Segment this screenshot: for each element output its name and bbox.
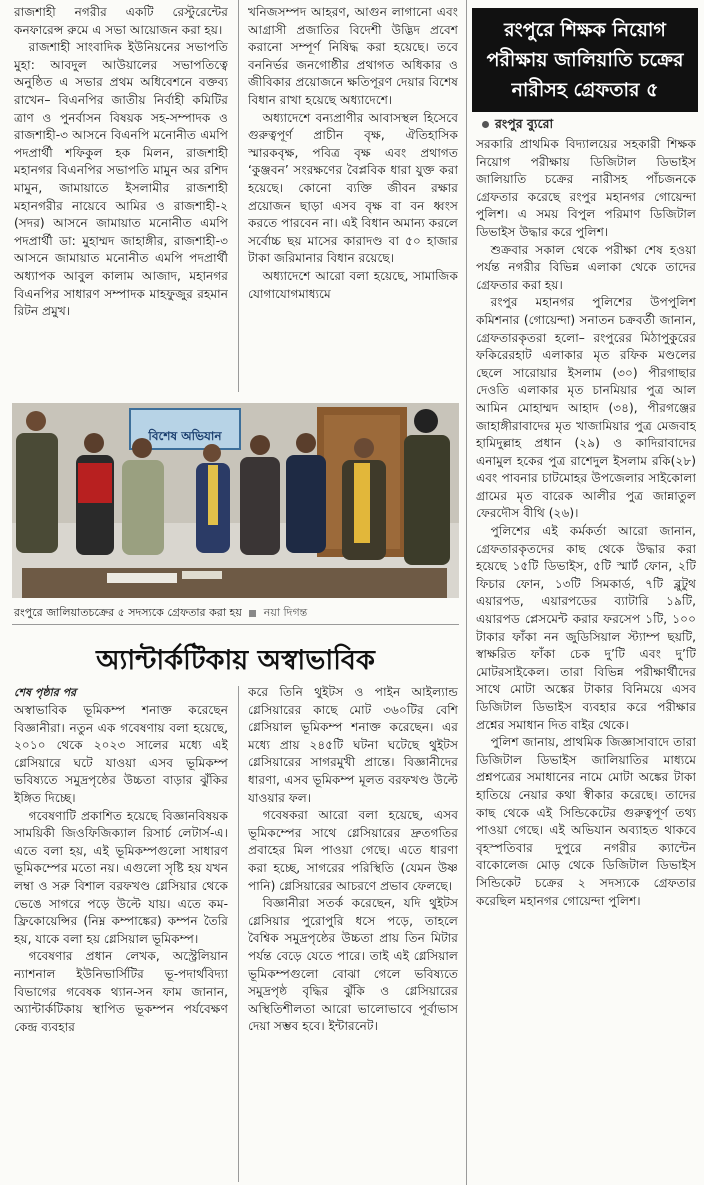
paragraph: গবেষণার প্রধান লেখক, অস্ট্রেলিয়ান ন্যাশনাল ইউনিভার্সিটির ভূ-পদার্থবিদ্যা বিভাগের গবেষক থ্যান-সন ফাম জানান, অ্যান্টার্কটিকায় স্থাপিত ভূকম্পন পর্যবেক্ষণ কেন্দ্র ব্যবহার: [14, 949, 228, 1034]
paragraph: রাজশাহী নগরীর একটি রেস্টুরেন্টের কনফারেন্স রুমে এ সভা আয়োজন করা হয়।: [14, 5, 228, 37]
bullet-icon: [482, 121, 489, 128]
paragraph: গবেষণাটি প্রকাশিত হয়েছে বিজ্ঞানবিষয়ক সাময়িকী জিওফিজিক্যাল রিসার্চ লেটার্স-এ। এতে বলা হয়, এই ভূমিকম্পগুলো সাধারণ ভূমিকম্পের মতো নয়। এগুলো সৃষ্টি হয় যখন লম্বা ও সরু বিশাল বরফখণ্ড গ্লেসিয়ার থেকে ভেঙে সাগরে পড়ে উল্টে যায়। এতে কম-ফ্রিকোয়েন্সির (নিম্ন কম্পাঙ্কের) কম্পন তৈরি হয়, যাকে বলা হয় গ্লেসিয়াল ভূমিকম্প।: [14, 808, 228, 946]
story-headline: রংপুরে শিক্ষক নিয়োগ পরীক্ষায় জালিয়াতি চক্রের নারীসহ গ্রেফতার ৫: [472, 8, 698, 112]
group-photo-illustration: [12, 403, 459, 598]
section-headline: অ্যান্টার্কটিকায় অস্বাভাবিক: [96, 645, 375, 676]
middle-column-text: [248, 4, 458, 390]
column-divider: [238, 686, 239, 1182]
paragraph: পুলিশের এই কর্মকর্তা আরো জানান, গ্রেফতারকৃতদের কাছ থেকে উদ্ধার করা হয়েছে ১৫টি ডিভাইস, ৫টি স্মার্ট ফোন, ২টি ফিচার ফোন, ১৩টি সিমকার্ড, ৭টি ব্লুটুথ এয়ারপড, এয়ারপডের ব্যাটারি ১৯টি, এয়ারপড প্লেসমেন্ট করার ফরসেপ ১টি, ১০০ টাকার ফাঁকা নন জুডিসিয়াল স্ট্যাম্প ছয়টি, স্বাক্ষরিত ফাঁকা চেক দু’টি এবং দু’টি মোটরসাইকেল। তারা বিভিন্ন পরীক্ষার্থীদের সাথে মোটা অঙ্কের টাকার বিনিময়ে এসব ডিজিটাল ডিভাইস ব্যবহার করে পরীক্ষার প্রশ্নের সমাধান দিত বাইর থেকে।: [476, 524, 696, 732]
photo-credit: নয়া দিগন্ত: [263, 606, 308, 619]
continued-from-label: শেষ পৃষ্ঠার পর: [14, 686, 77, 699]
photo-caption: [14, 604, 307, 623]
antarctica-col-1: [14, 702, 228, 1182]
paragraph: অধ্যাদেশে আরো বলা হয়েছে, সামাজিক যোগাযোগমাধ্যমে: [248, 268, 458, 301]
paragraph: রাজশাহী সাংবাদিক ইউনিয়নের সভাপতি মুহা: আবদুল আউয়ালের সভাপতিত্বে অনুষ্ঠিত এ সভার প্রথম অধিবেশনে বক্তব্য রাখেন– বিএনপির জাতীয় নির্বাহী কমিটির ত্রাণ ও পুনর্বাসন বিষয়ক সহ-সম্পাদক ও রাজশাহী-৩ আসনে বিএনপি মনোনীত এমপি পদপ্রার্থী শফিকুল হক মিলন, রাজশাহী মহানগর বিএনপির সভাপতি মামুন অর রশিদ মামুন, জামায়াতে ইসলামীর রাজশাহী মহানগরীর নায়েবে আমির ও রাজশাহী-২ (সদর) আসনে জামায়াত মনোনীত এমপি পদপ্রার্থী ডা: মুহাম্মদ জাহাঙ্গীর, রাজশাহী-৩ আসনে জামায়াত মনোনীত এমপি পদপ্রার্থী অধ্যাপক আবুল কালাম আজাদ, মহানগর বিএনপির সাধারণ সম্পাদক মাহফুজুর রহমান রিটন প্রমুখ।: [14, 40, 228, 319]
caption-square-icon: [249, 610, 256, 617]
column-divider: [238, 0, 239, 392]
antarctica-col-2: [248, 684, 458, 1180]
section-divider: [12, 624, 459, 625]
byline-text: রংপুর ব্যুরো: [495, 116, 554, 131]
column-divider: [466, 0, 467, 1185]
paragraph: পুলিশ জানায়, প্রাথমিক জিজ্ঞাসাবাদে তারা ডিজিটাল ডিভাইস জালিয়াতির মাধ্যমে প্রশ্নপত্রের সমাধানের নামে মোটা অঙ্কের টাকা হাতিয়ে নেয়ার কথা স্বীকার করেছে। তাদের কাছ থেকে এই সিন্ডিকেটের গুরুত্বপূর্ণ তথ্য পাওয়া গেছে। এই অভিযান অব্যাহত থাকবে বৃহস্পতিবার দুপুরে নগরীর ক্যান্টেন বাকোলেজ মোড় থেকে ডিজিটাল ডিভাইস সিন্ডিকেট চক্রের ২ সদস্যকে গ্রেফতার করেছিল মহানগর গোয়েন্দা পুলিশ।: [476, 735, 696, 908]
paragraph: বিজ্ঞানীরা সতর্ক করেছেন, যদি থুইটস গ্লেসিয়ার পুরোপুরি ধসে পড়ে, তাহলে বৈশ্বিক সমুদ্রপৃষ্ঠের উচ্চতা প্রায় তিন মিটার পর্যন্ত বেড়ে যেতে পারে। তাই এই গ্লেসিয়াল ভূমিকম্পগুলো বোঝা গেলে ভবিষ্যতে সমুদ্রপৃষ্ঠ বৃদ্ধির ঝুঁকি ও গ্লেসিয়ারের অস্থিতিশীলতা আরো ভালোভাবে পূর্বাভাস দেয়া সম্ভব হবে। ইন্টারনেট।: [248, 896, 458, 1034]
caption-text: রংপুরে জালিয়াতচক্রের ৫ সদস্যকে গ্রেফতার করা হয়: [14, 606, 242, 619]
left-column-text: [14, 4, 228, 390]
paragraph: অধ্যাদেশে বন্যপ্রাণীর আবাসস্থল হিসেবে গুরুত্বপূর্ণ প্রাচীন বৃক্ষ, ঐতিহাসিক স্মারকবৃক্ষ, পবিত্র বৃক্ষ এবং প্রথাগত ‘কুঞ্জবন’ সংরক্ষণের বৈপ্লবিক ধারা যুক্ত করা হয়েছে। কোনো ব্যক্তি জীবন রক্ষার প্রয়োজন ছাড়া এসব বৃক্ষ বা বন ধ্বংস করতে পারবেন না। এই বিধান অমান্য করলে সর্বোচ্চ ছয় মাসের কারাদণ্ড বা ৫০ হাজার টাকা জরিমানার বিধান রয়েছে।: [248, 110, 458, 266]
banner-text: বিশেষ অভিযান: [148, 429, 222, 443]
paragraph: রংপুর মহানগর পুলিশের উপপুলিশ কমিশনার (গোয়েন্দা) সনাতন চক্রবর্তী জানান, গ্রেফতারকৃতরা হলো– রংপুরের মিঠাপুকুরের ফকিরেরহাট এলাকার মৃত রফিক মণ্ডলের ছেলে সারোয়ার ইসলাম (৩০) পীরগাছার দেওতি এলাকার মৃত চানমিয়ার পুত্র আল আমিন মোহাম্মদ আহাদ (৩৪), পীরগঞ্জের জাহাঙ্গীরাবাদের মৃত খাজামিয়ার পুত্র মেজবাহ হামিদুল্লাহ প্রধান (২৯) ও কাদিরাবাদের এনামুল হকের পুত্র রাশেদুল ইসলাম রকি(২৮) এবং পাবনার চাটমোহর উপজেলার সাইকোলা গ্রামের মৃত বারেক আলীর পুত্র জান্নাতুল ফেরদৌস বীথি (২৬)।: [476, 295, 696, 521]
news-photo: [12, 403, 459, 598]
right-story-body: [476, 136, 696, 1178]
paragraph: গবেষকরা আরো বলা হয়েছে, এসব ভূমিকম্পের সাথে গ্লেসিয়ারের দ্রুতগতির প্রবাহের মিল পাওয়া গেছে। এতে ধারণা করা হচ্ছে, সাগরের পরিস্থিতি (যেমন উষ্ণ পানি) গ্লেসিয়ারের আচরণে প্রভাব ফেলছে।: [248, 808, 458, 893]
paragraph: অস্বাভাবিক ভূমিকম্প শনাক্ত করেছেন বিজ্ঞানীরা। নতুন এক গবেষণায় বলা হয়েছে, ২০১০ থেকে ২০২৩ সালের মধ্যে এই গ্লেসিয়ারে ঘটে যাওয়া এসব ভূমিকম্প ভবিষ্যতে সমুদ্রপৃষ্ঠের উচ্চতা বাড়ার ঝুঁকির ইঙ্গিত দিচ্ছে।: [14, 703, 228, 805]
byline: [482, 116, 553, 136]
paragraph: করে তিনি থুইটস ও পাইন আইল্যান্ড গ্লেসিয়ারের কাছে মোট ৩৬০টির বেশি গ্লেসিয়াল ভূমিকম্প শনাক্ত করেছেন। এর মধ্যে প্রায় ২৪৫টি ঘটনা ঘটেছে থুইটস গ্লেসিয়ারের সাগরমুখী প্রান্তে। বিজ্ঞানীদের ধারণা, এসব ভূমিকম্প মূলত বরফখণ্ড উল্টে যাওয়ার ফল।: [248, 685, 458, 805]
paragraph: খনিজসম্পদ আহরণ, আগুন লাগানো এবং আগ্রাসী প্রজাতির বিদেশী উদ্ভিদ প্রবেশ করানো সম্পূর্ণ নিষিদ্ধ করা হয়েছে। তবে বননির্ভর জনগোষ্ঠীর প্রথাগত অধিকার ও জীবিকার প্রয়োজনে ক্ষতিপূরণ দেয়ার বিশেষ বিধান রাখা হয়েছে অধ্যাদেশে।: [248, 5, 458, 107]
paragraph: শুক্রবার সকাল থেকে পরীক্ষা শেষ হওয়া পর্যন্ত নগরীর বিভিন্ন এলাকা থেকে তাদের গ্রেফতার করা হয়।: [476, 242, 696, 292]
paragraph: সরকারি প্রাথমিক বিদ্যালয়ের সহকারী শিক্ষক নিয়োগ পরীক্ষায় ডিজিটাল ডিভাইস জালিয়াতি চক্রের নারীসহ পাঁচজনকে গ্রেফতার করেছে রংপুর মহানগর গোয়েন্দা পুলিশ। এ সময় বিপুল পরিমাণ ডিজিটাল ডিভাইস উদ্ধার করে পুলিশ।: [476, 137, 696, 239]
